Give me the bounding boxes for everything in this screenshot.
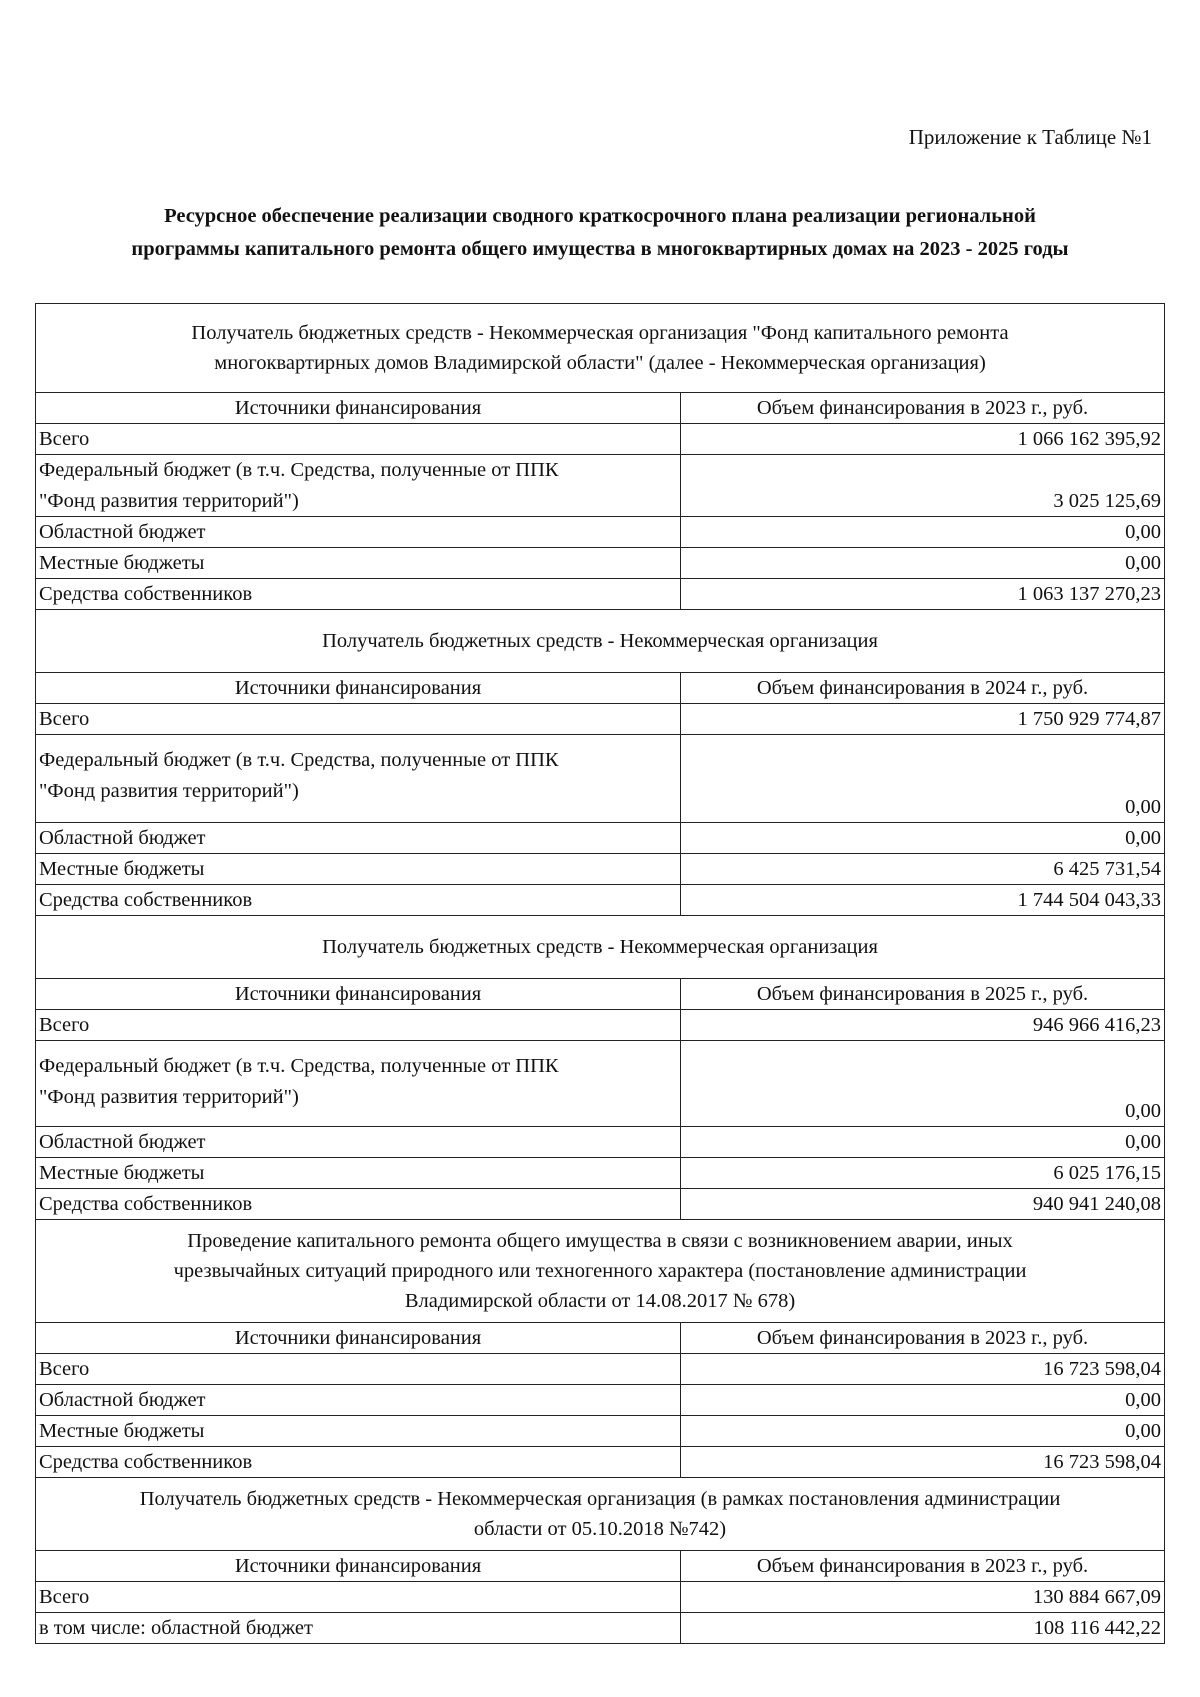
table-row [36,1447,1164,1478]
block-title [36,1220,1164,1323]
row-amount: 946 966 416,23 [1032,1014,1161,1036]
block-title-line: Получатель бюджетных средств - Некоммерческая организация (в рамках постановления администрации [139,1488,1061,1510]
table-row [36,854,1164,885]
header-source: Источники финансирования [36,393,681,423]
row-source-line: Федеральный бюджет (в т.ч. Средства, полученные от ППК [39,749,559,771]
table-row [36,1158,1164,1189]
table-row [36,455,1164,517]
row-source [36,455,681,516]
table-row [36,424,1164,455]
block-title [36,1478,1164,1551]
row-amount: 0,00 [1125,1131,1161,1153]
block-title-line: Получатель бюджетных средств - Некоммерческая организация "Фонд капитального ремонта [191,322,1009,344]
block-title-line: Проведение капитального ремонта общего имущества в связи с возникновением аварии, иных [187,1230,1013,1252]
block-title-line: Получатель бюджетных средств - Некоммерческая организация [322,936,878,958]
row-amount: 0,00 [1125,552,1161,574]
row-source: Средства собственников [36,1447,681,1477]
row-amount: 1 066 162 395,92 [1017,428,1161,450]
row-source: Областной бюджет [36,517,681,547]
table-row [36,1127,1164,1158]
funding-block [36,304,1164,610]
header-amount: Объем финансирования в 2025 г., руб. [756,983,1089,1005]
table-row [36,704,1164,735]
row-amount: 16 723 598,04 [1043,1358,1161,1380]
table-header-row [36,1551,1164,1582]
funding-block [36,1220,1164,1478]
row-source: Всего [36,1582,681,1612]
row-amount: 0,00 [1125,796,1161,818]
row-source-line: Федеральный бюджет (в т.ч. Средства, полученные от ППК [39,1055,559,1077]
table-row [36,579,1164,610]
row-source-line: Федеральный бюджет (в т.ч. Средства, полученные от ППК [39,459,559,481]
row-amount: 3 025 125,69 [1053,490,1161,512]
row-amount: 0,00 [1125,1420,1161,1442]
table-row [36,1010,1164,1041]
row-source: Средства собственников [36,885,681,915]
document-title-line: программы капитального ремонта общего имущества в многоквартирных домах на 2023 - 2025 годы [131,238,1069,260]
table-row [36,885,1164,916]
table-row [36,1582,1164,1613]
funding-block [36,916,1164,1220]
header-amount: Объем финансирования в 2023 г., руб. [756,397,1089,419]
row-amount: 0,00 [1125,1389,1161,1411]
row-source: Средства собственников [36,1189,681,1219]
row-amount: 0,00 [1125,1100,1161,1122]
table-row [36,1354,1164,1385]
block-title [36,916,1164,979]
row-source-line: "Фонд развития территорий") [39,780,299,802]
financing-table [35,303,1165,1644]
block-title-line: многоквартирных домов Владимирской области" (далее - Некоммерческая организация) [214,352,986,374]
row-source-line: "Фонд развития территорий") [39,1086,299,1108]
row-amount: 6 425 731,54 [1053,858,1161,880]
row-amount: 6 025 176,15 [1053,1162,1161,1184]
block-title-line: Получатель бюджетных средств - Некоммерческая организация [322,630,878,652]
header-source: Источники финансирования [36,979,681,1009]
table-row [36,1189,1164,1220]
row-amount: 108 116 442,22 [1033,1617,1161,1639]
header-source: Источники финансирования [36,1323,681,1353]
row-source [36,735,681,822]
row-source: в том числе: областной бюджет [36,1613,681,1643]
row-source: Всего [36,704,681,734]
row-amount: 16 723 598,04 [1043,1451,1161,1473]
table-row [36,548,1164,579]
document-title [40,200,1160,266]
table-row [36,1613,1164,1644]
block-title-line: Владимирской области от 14.08.2017 № 678) [404,1290,796,1312]
funding-block [36,1478,1164,1644]
row-source [36,1041,681,1126]
table-row [36,1385,1164,1416]
block-title [36,610,1164,673]
row-amount: 940 941 240,08 [1032,1193,1161,1215]
table-row [36,517,1164,548]
table-header-row [36,1323,1164,1354]
row-amount: 130 884 667,09 [1032,1586,1161,1608]
table-row [36,735,1164,823]
table-header-row [36,979,1164,1010]
appendix-label: Приложение к Таблице №1 [908,125,1152,149]
row-source: Всего [36,424,681,454]
table-row [36,1041,1164,1127]
block-title [36,304,1164,393]
header-amount: Объем финансирования в 2024 г., руб. [756,677,1089,699]
header-amount: Объем финансирования в 2023 г., руб. [756,1555,1089,1577]
row-amount: 1 744 504 043,33 [1017,889,1161,911]
header-source: Источники финансирования [36,1551,681,1581]
row-amount: 0,00 [1125,521,1161,543]
row-source: Всего [36,1354,681,1384]
header-source: Источники финансирования [36,673,681,703]
table-row [36,1416,1164,1447]
row-source: Местные бюджеты [36,854,681,884]
row-source: Местные бюджеты [36,1158,681,1188]
table-header-row [36,393,1164,424]
block-title-line: чрезвычайных ситуаций природного или техногенного характера (постановление администрации [173,1260,1027,1282]
row-amount: 1 750 929 774,87 [1017,708,1161,730]
row-source: Местные бюджеты [36,1416,681,1446]
row-source: Средства собственников [36,579,681,609]
header-amount: Объем финансирования в 2023 г., руб. [756,1327,1089,1349]
funding-block [36,610,1164,916]
row-source: Областной бюджет [36,823,681,853]
table-header-row [36,673,1164,704]
row-amount: 1 063 137 270,23 [1017,583,1161,605]
row-amount: 0,00 [1125,827,1161,849]
document-title-line: Ресурсное обеспечение реализации сводного краткосрочного плана реализации региональной [164,205,1036,227]
row-source-line: "Фонд развития территорий") [39,490,299,512]
row-source: Местные бюджеты [36,548,681,578]
block-title-line: области от 05.10.2018 №742) [473,1518,727,1540]
row-source: Областной бюджет [36,1385,681,1415]
table-row [36,823,1164,854]
row-source: Всего [36,1010,681,1040]
row-source: Областной бюджет [36,1127,681,1157]
